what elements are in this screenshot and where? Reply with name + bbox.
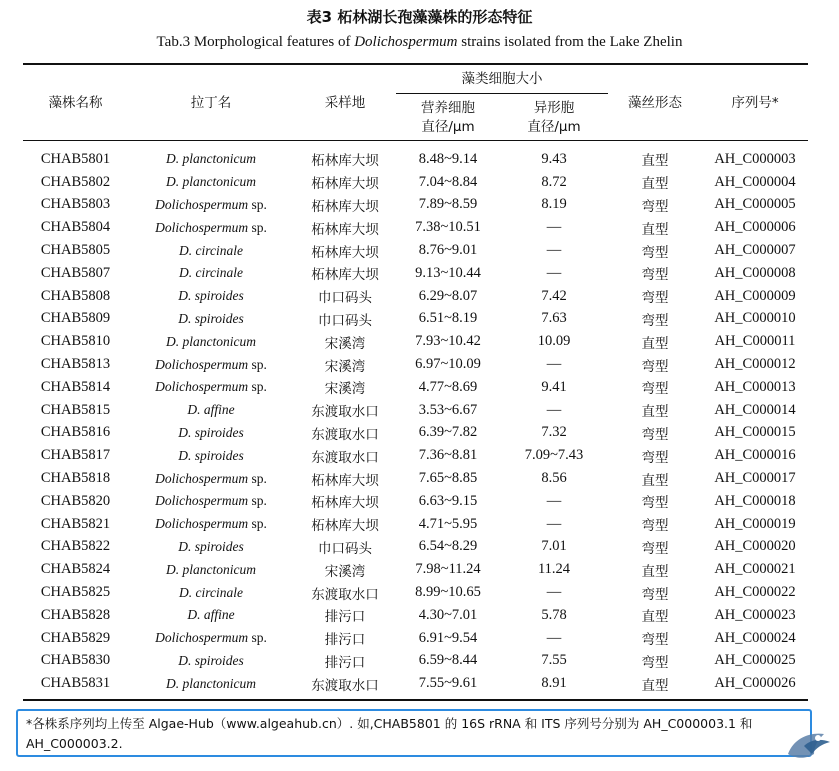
cell-site: 巾口码头 [318,290,372,307]
table-row [23,376,808,399]
cell-latin [128,444,294,467]
latin-genus: D. planctonicum [166,561,256,577]
latin-genus: D. planctonicum [166,151,256,167]
table-row [23,604,808,627]
table-row [23,536,808,559]
cell-strain: CHAB5830 [40,652,111,669]
table-row [23,627,808,650]
cell-vegetative: 8.48~9.14 [418,150,478,167]
cell-site: 宋溪湾 [324,358,366,375]
cell-heterocyst: 7.63 [541,310,567,327]
header-cell-size: 藻类细胞大小 [461,71,543,87]
cell-heterocyst: 8.19 [541,196,567,213]
latin-sp: sp. [251,630,267,646]
cell-heterocyst: 9.43 [541,150,567,167]
cell-site: 柘林库大坝 [311,176,379,193]
latin-genus: Dolichospermum [155,493,249,509]
cell-accession: AH_C000017 [714,470,796,487]
cell-heterocyst: — [546,629,562,646]
cell-filament-shape: 弯型 [641,495,669,512]
cell-site: 柘林库大坝 [311,495,379,512]
cell-site: 东渡取水口 [311,677,379,694]
latin-genus: D. circinale [179,584,243,600]
cell-heterocyst: 7.42 [541,287,567,304]
cell-accession: AH_C000008 [714,264,796,281]
latin-sp: sp. [251,493,267,509]
header-strain: 藻株名称 [48,95,103,111]
latin-genus: Dolichospermum [155,356,249,372]
table-row [23,672,808,695]
table-row [23,513,808,536]
latin-sp: sp. [251,516,267,532]
header-accession: 序列号* [731,95,779,111]
cell-heterocyst: 7.01 [541,538,567,555]
cell-accession: AH_C000010 [714,310,796,327]
cell-heterocyst: 8.56 [541,470,567,487]
title-en-suffix: strains isolated from the Lake Zhelin [457,34,683,50]
cell-site: 柘林库大坝 [311,153,379,170]
cell-heterocyst: 5.78 [541,606,567,623]
cell-filament-shape: 直型 [641,221,669,238]
cell-heterocyst: — [546,219,562,236]
cell-filament-shape: 直型 [641,176,669,193]
cell-site: 东渡取水口 [311,426,379,443]
cell-site: 排污口 [324,609,366,626]
cell-filament-shape: 弯型 [641,449,669,466]
cell-strain: CHAB5825 [40,584,111,601]
cell-filament-shape: 弯型 [641,244,669,261]
cell-strain: CHAB5802 [40,173,111,190]
cell-site: 宋溪湾 [324,335,366,352]
cell-latin [128,330,294,353]
cell-site: 柘林库大坝 [311,518,379,535]
cell-accession: AH_C000018 [714,492,796,509]
cell-latin [128,285,294,308]
cell-vegetative: 8.99~10.65 [415,584,481,601]
cell-accession: AH_C000012 [714,356,796,373]
latin-genus: D. planctonicum [166,174,256,190]
header-latin: 拉丁名 [190,95,232,111]
cell-site: 柘林库大坝 [311,472,379,489]
table-row [23,216,808,239]
table-title-en [0,34,839,51]
cell-strain: CHAB5816 [40,424,111,441]
cell-heterocyst: — [546,515,562,532]
cell-size-sub-rule [396,93,608,94]
cell-latin [128,308,294,331]
cell-vegetative: 4.77~8.69 [418,378,478,395]
cell-accession: AH_C000022 [714,584,796,601]
cell-filament-shape: 弯型 [641,267,669,284]
cell-accession: AH_C000011 [714,333,796,350]
cell-strain: CHAB5828 [40,606,111,623]
latin-genus: Dolichospermum [155,219,249,235]
cell-vegetative: 8.76~9.01 [418,242,478,259]
latin-genus: D. spiroides [178,447,244,463]
cell-filament-shape: 弯型 [641,312,669,329]
cell-latin [128,627,294,650]
latin-sp: sp. [251,219,267,235]
cell-latin [128,536,294,559]
cell-latin [128,148,294,171]
header-vegetative: 营养细胞 [421,100,475,116]
cell-vegetative: 7.93~10.42 [415,333,481,350]
table-row [23,581,808,604]
latin-sp: sp. [251,356,267,372]
cell-latin [128,422,294,445]
cell-site: 柘林库大坝 [311,267,379,284]
cell-latin [128,581,294,604]
header-het-diameter: 直径/μm [527,119,581,135]
table-bottom-rule [23,699,808,701]
cell-vegetative: 6.29~8.07 [418,287,478,304]
cell-heterocyst: 9.41 [541,378,567,395]
table-row [23,239,808,262]
cell-accession: AH_C000006 [714,219,796,236]
cell-filament-shape: 直型 [641,677,669,694]
table-top-rule [23,63,808,65]
table-row [23,285,808,308]
cell-accession: AH_C000009 [714,287,796,304]
cell-latin [128,194,294,217]
latin-sp: sp. [251,470,267,486]
title-en-prefix: Tab.3 Morphological features of [156,34,355,50]
latin-genus: D. circinale [179,265,243,281]
cell-latin [128,490,294,513]
cell-site: 柘林库大坝 [311,198,379,215]
latin-genus: Dolichospermum [155,196,249,212]
latin-genus: D. affine [187,402,235,418]
table-row [23,353,808,376]
latin-genus: D. spiroides [178,424,244,440]
cell-vegetative: 7.04~8.84 [418,173,478,190]
cell-site: 东渡取水口 [311,449,379,466]
latin-genus: D. spiroides [178,310,244,326]
cell-site: 东渡取水口 [311,586,379,603]
cell-filament-shape: 直型 [641,335,669,352]
cell-vegetative: 7.55~9.61 [418,675,478,692]
cell-strain: CHAB5813 [40,356,111,373]
cell-vegetative: 7.38~10.51 [415,219,481,236]
latin-genus: Dolichospermum [155,516,249,532]
cell-heterocyst: 8.91 [541,675,567,692]
cell-vegetative: 7.89~8.59 [418,196,478,213]
cell-accession: AH_C000019 [714,515,796,532]
table-title-cn: 表3 柘林湖长孢藻藻株的形态特征 [306,8,533,26]
cell-heterocyst: 7.55 [541,652,567,669]
strain-table [23,148,808,695]
latin-genus: D. affine [187,607,235,623]
footnote-box [16,709,812,757]
cell-filament-shape: 直型 [641,609,669,626]
cell-strain: CHAB5821 [40,515,111,532]
cell-accession: AH_C000016 [714,447,796,464]
table-row [23,148,808,171]
table-header-rule [23,140,808,141]
cell-filament-shape: 弯型 [641,518,669,535]
header-site: 采样地 [324,95,366,111]
cell-vegetative: 3.53~6.67 [418,401,478,418]
cell-filament-shape: 直型 [641,472,669,489]
header-heterocyst: 异形胞 [533,100,575,116]
cell-strain: CHAB5829 [40,629,111,646]
cell-vegetative: 6.91~9.54 [418,629,478,646]
cell-filament-shape: 弯型 [641,632,669,649]
cell-accession: AH_C000007 [714,242,796,259]
cell-heterocyst: — [546,401,562,418]
cell-latin [128,399,294,422]
cell-vegetative: 6.51~8.19 [418,310,478,327]
cell-heterocyst: — [546,356,562,373]
cell-accession: AH_C000023 [714,606,796,623]
cell-filament-shape: 弯型 [641,426,669,443]
cell-latin [128,558,294,581]
cell-strain: CHAB5822 [40,538,111,555]
cell-heterocyst: 8.72 [541,173,567,190]
cell-vegetative: 4.30~7.01 [418,606,478,623]
cell-strain: CHAB5810 [40,333,111,350]
cell-filament-shape: 弯型 [641,290,669,307]
latin-genus: Dolichospermum [155,470,249,486]
cell-latin [128,262,294,285]
cell-strain: CHAB5809 [40,310,111,327]
cell-vegetative: 7.65~8.85 [418,470,478,487]
cell-vegetative: 4.71~5.95 [418,515,478,532]
cell-filament-shape: 直型 [641,563,669,580]
cell-latin [128,353,294,376]
cell-site: 东渡取水口 [311,404,379,421]
cell-strain: CHAB5801 [40,150,111,167]
cell-accession: AH_C000015 [714,424,796,441]
cell-accession: AH_C000003 [714,150,796,167]
cell-strain: CHAB5817 [40,447,111,464]
cell-site: 柘林库大坝 [311,221,379,238]
cell-strain: CHAB5804 [40,219,111,236]
cell-heterocyst: — [546,584,562,601]
cell-site: 柘林库大坝 [311,244,379,261]
cell-strain: CHAB5805 [40,242,111,259]
latin-sp: sp. [251,196,267,212]
cell-strain: CHAB5815 [40,401,111,418]
cell-latin [128,216,294,239]
latin-genus: D. planctonicum [166,675,256,691]
cell-accession: AH_C000013 [714,378,796,395]
latin-genus: D. circinale [179,242,243,258]
cell-filament-shape: 弯型 [641,540,669,557]
cell-strain: CHAB5807 [40,264,111,281]
cell-site: 排污口 [324,632,366,649]
table-row [23,422,808,445]
cell-strain: CHAB5831 [40,675,111,692]
latin-genus: D. spiroides [178,288,244,304]
cell-latin [128,376,294,399]
cell-accession: AH_C000004 [714,173,796,190]
cell-filament-shape: 弯型 [641,381,669,398]
cell-accession: AH_C000005 [714,196,796,213]
cell-heterocyst: — [546,492,562,509]
cell-accession: AH_C000026 [714,675,796,692]
latin-genus: D. spiroides [178,652,244,668]
cell-latin [128,239,294,262]
cell-latin [128,467,294,490]
latin-genus: D. spiroides [178,538,244,554]
cell-vegetative: 6.54~8.29 [418,538,478,555]
cell-latin [128,604,294,627]
table-row [23,171,808,194]
cell-accession: AH_C000024 [714,629,796,646]
cell-filament-shape: 弯型 [641,586,669,603]
cell-accession: AH_C000025 [714,652,796,669]
table-row [23,330,808,353]
cell-heterocyst: 7.32 [541,424,567,441]
cell-vegetative: 6.63~9.15 [418,492,478,509]
cell-accession: AH_C000014 [714,401,796,418]
cell-vegetative: 6.97~10.09 [415,356,481,373]
table-row [23,194,808,217]
cell-strain: CHAB5814 [40,378,111,395]
table-row [23,444,808,467]
cell-strain: CHAB5818 [40,470,111,487]
cell-site: 巾口码头 [318,312,372,329]
cell-accession: AH_C000021 [714,561,796,578]
cell-vegetative: 7.98~11.24 [415,561,481,578]
header-filament: 藻丝形态 [628,95,682,111]
table-row [23,650,808,673]
table-row [23,467,808,490]
cell-strain: CHAB5824 [40,561,111,578]
latin-genus: Dolichospermum [155,379,249,395]
cell-latin [128,513,294,536]
cell-vegetative: 7.36~8.81 [418,447,478,464]
cell-site: 巾口码头 [318,540,372,557]
cell-heterocyst: 10.09 [537,333,571,350]
cell-latin [128,171,294,194]
table-row [23,558,808,581]
cell-filament-shape: 直型 [641,404,669,421]
title-en-genus: Dolichospermum [354,34,458,50]
cell-latin [128,672,294,695]
cell-vegetative: 6.39~7.82 [418,424,478,441]
cell-heterocyst: — [546,264,562,281]
latin-sp: sp. [251,379,267,395]
cell-vegetative: 6.59~8.44 [418,652,478,669]
footnote-text: *各株系序列均上传至 Algae-Hub（www.algeahub.cn）. 如,CHAB5801 的 16S rRNA 和 ITS 序列号分别为 AH_C000003.1 和 AH_C000003.2. [26,716,753,751]
cell-latin [128,650,294,673]
table-row [23,308,808,331]
cell-strain: CHAB5820 [40,492,111,509]
latin-genus: Dolichospermum [155,630,249,646]
cell-heterocyst: — [546,242,562,259]
table-row [23,262,808,285]
table-row [23,399,808,422]
cell-heterocyst: 11.24 [537,561,571,578]
cell-filament-shape: 弯型 [641,198,669,215]
cell-strain: CHAB5808 [40,287,111,304]
bird-logo-icon [784,724,832,768]
latin-genus: D. planctonicum [166,333,256,349]
header-veg-diameter: 直径/μm [421,119,475,135]
cell-strain: CHAB5803 [40,196,111,213]
cell-heterocyst: 7.09~7.43 [524,447,584,464]
table-row [23,490,808,513]
cell-site: 宋溪湾 [324,563,366,580]
cell-filament-shape: 直型 [641,153,669,170]
cell-vegetative: 9.13~10.44 [415,264,481,281]
cell-accession: AH_C000020 [714,538,796,555]
cell-filament-shape: 弯型 [641,654,669,671]
cell-filament-shape: 弯型 [641,358,669,375]
cell-site: 宋溪湾 [324,381,366,398]
cell-site: 排污口 [324,654,366,671]
